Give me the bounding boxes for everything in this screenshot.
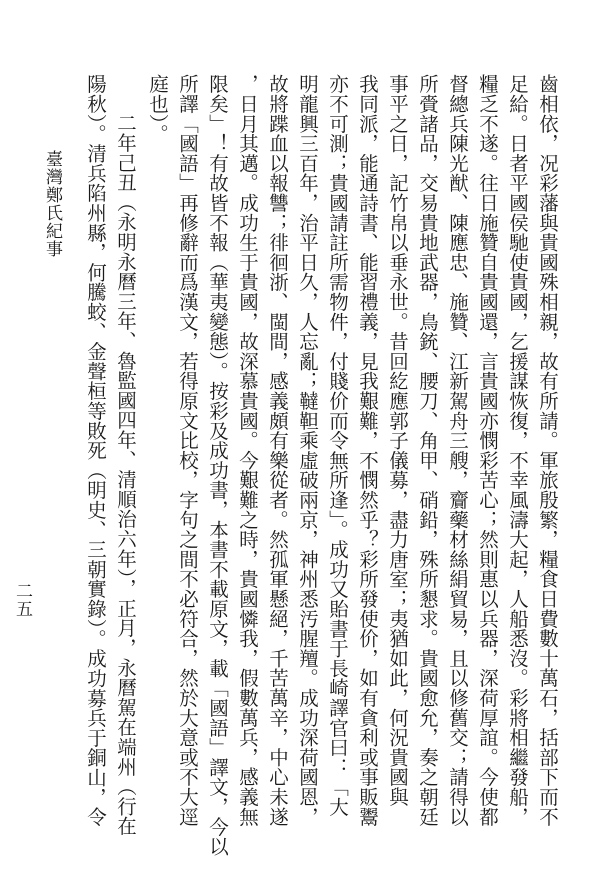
text-column: 所賫諸品，交易貴地武器，鳥銃、腰刀、角甲、硝鉛，殊所懇求。貴國愈允，奏之朝廷 <box>416 74 439 827</box>
text-column: 限矣」！有故皆不報（華夷變態）。按彩及成功書，本書不載原文，載「國語」譯文，今以 <box>206 74 229 857</box>
page-number: 二五 <box>12 582 32 618</box>
book-title: 臺灣鄭氏紀事 <box>42 150 62 258</box>
text-column: 齒相依，况彩藩與貴國殊相親，故有所請。軍旅殷繁，糧食日費數十萬石，括部下而不 <box>536 74 559 827</box>
text-column: 我同派，能通詩書、能習禮義，見我艱難，不憫然乎？彩所發使价，如有貪利或事販鬻 <box>356 74 379 827</box>
text-column: 明龍興三百年，治平日久，人忘亂；韃靼乘虛破兩京，神州悉汚腥羶。成功深荷國恩， <box>296 74 319 827</box>
text-column: ，日月其邁。成功生于貴國，故深慕貴國。今艱難之時，貴國憐我，假數萬兵，感義無 <box>236 74 259 827</box>
text-column: 亦不可測；貴國請註所需物件，付賤价而令無所逢」。成功又貽書于長崎譯官曰：「大 <box>326 74 349 817</box>
text-column: 二年己丑（永明永曆三年、魯監國四年、清順治六年），正月，永曆駕在端州（行在 <box>114 113 137 836</box>
text-column: 故將蹀血以報讐；徘徊浙、閩間，感義頗有樂從者。然孤軍懸絕，千苦萬辛，中心未遂 <box>266 74 289 827</box>
text-column: 庭也）。 <box>146 74 169 144</box>
text-column: 陽秋）。清兵陷州縣，何騰蛟、金聲桓等敗死（明史、三朝實錄）。成功募兵于銅山，令 <box>84 74 107 827</box>
text-column: 所譯「國語」再修辭而爲漢文，若得原文比校，字句之間不必符合，然於大意或不大逕 <box>176 74 199 827</box>
text-column: 糧乏不遂。往日施贊自貴國還，言貴國亦憫彩苦心；然則惠以兵器，深荷厚誼。今使都 <box>476 74 499 827</box>
text-column: 督總兵陳光猷、陳應忠、施贊、江新駕舟三艘，齎藥材絲絹貿易，且以修舊交；請得以 <box>446 74 469 827</box>
text-column: 事平之日，記竹帛以垂永世。昔回紇應郭子儀募，盡力唐室；夷猶如此，何況貴國與 <box>386 74 409 807</box>
text-column: 足給。日者平國侯馳使貴國，乞援謀恢復，不幸風濤大起，人船悉沒。彩將相繼發船， <box>506 74 529 827</box>
